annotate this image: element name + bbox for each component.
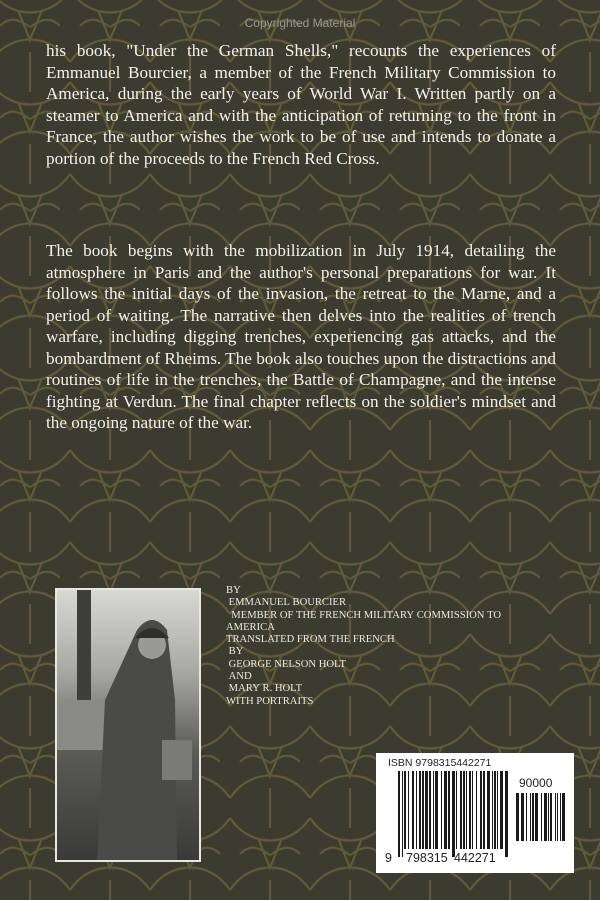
credit-line: BY: [226, 646, 244, 658]
description-paragraph-2: The book begins with the mobilization in July 1914, detailing the atmosphere in Paris and the author's personal preparations for war. It follows the initial days of the invasion, the retreat to the Marne, and a period of waiting. The narrative then delves into the realities of trench warfare, including digging trenches, experiencing gas attacks, and the bombardment of Rheims. The book also touches upon the distractions and routines of life in the trenches, the Battle of Champagne, and the intense fighting at Verdun. The final chapter reflects on the soldier's mindset and the ongoing nature of the war.: [46, 241, 556, 432]
barcode-bar: [480, 771, 482, 849]
barcode-bar: [560, 793, 561, 841]
barcode-bar: [492, 771, 493, 849]
barcode-bar: [408, 771, 409, 849]
barcode-bar: [530, 793, 531, 841]
barcode-bar: [548, 793, 549, 841]
barcode-bar: [456, 771, 457, 849]
barcode-bar: [402, 771, 403, 857]
credit-line: BY: [226, 585, 241, 596]
description-paragraph-1: his book, "Under the German Shells," recounts the experiences of Emmanuel Bourcier, a member of the French Military Commission to America, during the early years of World War I. Written partly on a steamer to America and with the anticipation of returning to the front in France, the author wishes the work to be of use and intends to donate a portion of the proceeds to the French Red Cross.: [46, 41, 556, 168]
credit-line: TRANSLATED FROM THE FRENCH: [226, 634, 395, 646]
barcode-bar: [476, 771, 477, 849]
credit-line: MEMBER OF THE FRENCH MILITARY COMMISSION TO: [226, 609, 502, 621]
barcode-bar: [516, 793, 519, 841]
barcode-bar: [444, 771, 447, 849]
barcode-bar: [557, 793, 558, 841]
barcode-bar: [494, 771, 496, 849]
barcode-bar: [500, 771, 503, 849]
barcode-bar: [521, 793, 524, 841]
credit-line: AMERICA: [226, 621, 275, 633]
barcode-bar: [441, 771, 442, 849]
barcode-digit-first: 9: [385, 851, 392, 865]
barcode-bar: [422, 771, 424, 849]
barcode-bar: [404, 771, 406, 849]
barcode-bar: [435, 771, 438, 849]
barcode-bar: [562, 793, 565, 841]
barcode-addon-bars: [516, 793, 568, 849]
barcode-bar: [550, 793, 552, 841]
barcode-bar: [483, 771, 485, 849]
barcode-bar: [463, 771, 465, 849]
barcode-bar: [505, 771, 508, 857]
barcode-bar: [416, 771, 417, 849]
barcode-bar: [419, 771, 421, 849]
isbn-label: ISBN 9798315442271: [388, 757, 492, 769]
barcode-digits-left: 798315: [406, 851, 448, 865]
barcode-bar: [448, 771, 450, 849]
barcode-bar: [433, 771, 434, 849]
credit-line: AND: [226, 671, 252, 683]
barcode-bar: [535, 793, 538, 841]
copyright-watermark: Copyrighted Material: [244, 16, 356, 30]
price-code: 90000: [519, 776, 553, 790]
isbn-barcode: [376, 753, 574, 873]
barcode-bar: [541, 793, 542, 841]
barcode-main-bars: [398, 771, 508, 857]
barcode-bar: [469, 771, 471, 849]
barcode-bar: [526, 793, 527, 841]
credit-line: MARY R. HOLT: [226, 683, 303, 695]
barcode-digits-right: 442271: [454, 851, 496, 865]
credit-line: WITH PORTRAITS: [226, 695, 314, 707]
credits-block: [226, 585, 556, 708]
barcode-bar: [544, 793, 547, 841]
barcode-bar: [555, 793, 556, 841]
barcode-bar: [487, 771, 490, 849]
barcode-bar: [398, 771, 400, 857]
barcode-bar: [466, 771, 467, 849]
barcode-bar: [452, 771, 455, 857]
barcode-bar: [472, 771, 473, 849]
barcode-bar: [412, 771, 414, 849]
barcode-bar: [425, 771, 428, 849]
author-portrait-photo: [55, 588, 201, 862]
credit-line: GEORGE NELSON HOLT: [226, 658, 346, 670]
barcode-bar: [532, 793, 534, 841]
credit-line: EMMANUEL BOURCIER: [226, 597, 347, 609]
barcode-bar: [460, 771, 462, 849]
barcode-bar: [429, 771, 431, 849]
barcode-bar: [497, 771, 498, 849]
